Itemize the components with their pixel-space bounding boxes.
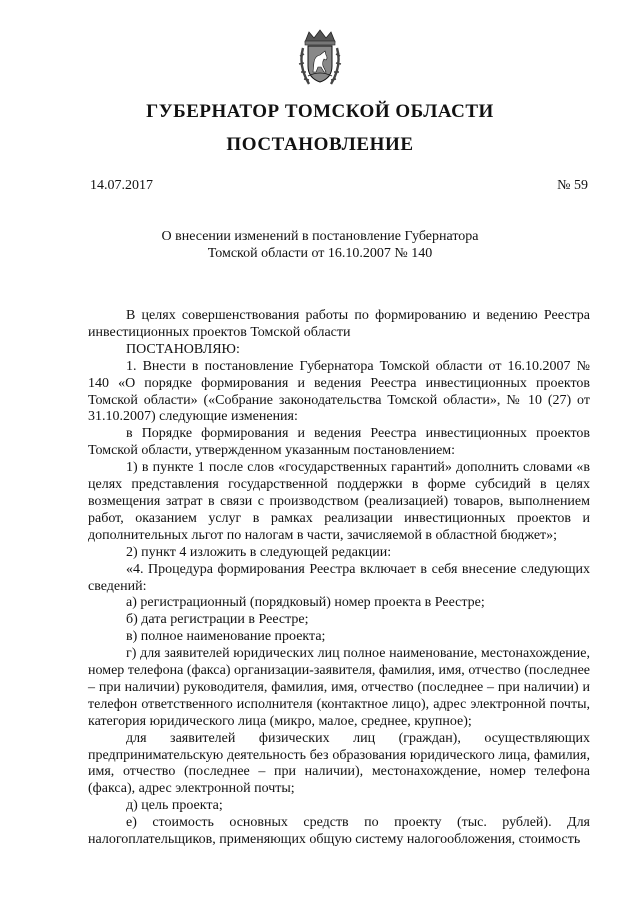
document-subject bbox=[0, 228, 640, 262]
paragraph-order: в Порядке формирования и ведения Реестра инвестиционных проектов Томской области, утвержденном указанным постановлением: bbox=[88, 426, 590, 459]
paragraph-change-1: 1) в пункте 1 после слов «государственных гарантий» дополнить словами «в целях представления государственной поддержки в форме субсидий в целях возмещения затрат в связи с производством (реализацией) товаров, выполнением работ, оказанием услуг в рамках реализации инвестиционных проектов и дополнительных льгот по налогам в части, зачисляемой в областной бюджет»; bbox=[88, 460, 590, 543]
page-title: ГУБЕРНАТОР ТОМСКОЙ ОБЛАСТИ bbox=[146, 101, 494, 122]
paragraph-change-2: 2) пункт 4 изложить в следующей редакции: bbox=[126, 544, 392, 560]
paragraph-sub-v: в) полное наименование проекта; bbox=[126, 629, 326, 645]
paragraph-item-1: 1. Внести в постановление Губернатора Томской области от 16.10.2007 № 140 «О порядке формирования и ведения Реестра инвестиционных проектов Томской области» («Собрание законодательства Томской области», № 10 (27) от 31.10.2007) следующие изменения: bbox=[88, 358, 590, 425]
paragraph-intro: В целях совершенствования работы по формированию и ведению Реестра инвестиционных проектов Томской области bbox=[88, 308, 590, 340]
subject-line-2: Томской области от 16.10.2007 № 140 bbox=[207, 246, 433, 261]
document-number: № 59 bbox=[557, 178, 588, 193]
document-type: ПОСТАНОВЛЕНИЕ bbox=[226, 134, 414, 155]
document-body bbox=[88, 308, 590, 849]
paragraph-sub-e: е) стоимость основных средств по проекту (тыс. рублей). Для налогоплательщиков, применяющих общую систему налогообложения, стоимость bbox=[88, 815, 590, 848]
paragraph-sub-b: б) дата регистрации в Реестре; bbox=[126, 612, 309, 628]
document-date: 14.07.2017 bbox=[90, 178, 153, 193]
paragraph-decree: ПОСТАНОВЛЯЮ: bbox=[126, 341, 240, 357]
paragraph-point-4: «4. Процедура формирования Реестра включает в себя внесение следующих сведений: bbox=[88, 561, 590, 594]
paragraph-sub-d: д) цель проекта; bbox=[126, 798, 223, 814]
tomsk-coat-of-arms-icon bbox=[297, 28, 343, 88]
paragraph-sub-g-individuals: для заявителей физических лиц (граждан), осуществляющих предпринимательскую деятельность без образования юридического лица, фамилия, имя, отчество (последнее – при наличии), местонахождение, номер телефона (факса), адрес электронной почты; bbox=[88, 730, 590, 797]
paragraph-sub-g: г) для заявителей юридических лиц полное наименование, местонахождение, номер телефона (факса) организации-заявителя, фамилия, имя, отчество (последнее – при наличии) руководителя, фамилия, имя, отчество (последнее – при наличии) и телефон ответственного исполнителя (контактное лицо), адрес электронной почты, категория юридического лица (микро, малое, среднее, крупное); bbox=[88, 646, 590, 729]
paragraph-sub-a: а) регистрационный (порядковый) номер проекта в Реестре; bbox=[126, 595, 485, 611]
subject-line-1: О внесении изменений в постановление Губернатора bbox=[161, 229, 479, 244]
